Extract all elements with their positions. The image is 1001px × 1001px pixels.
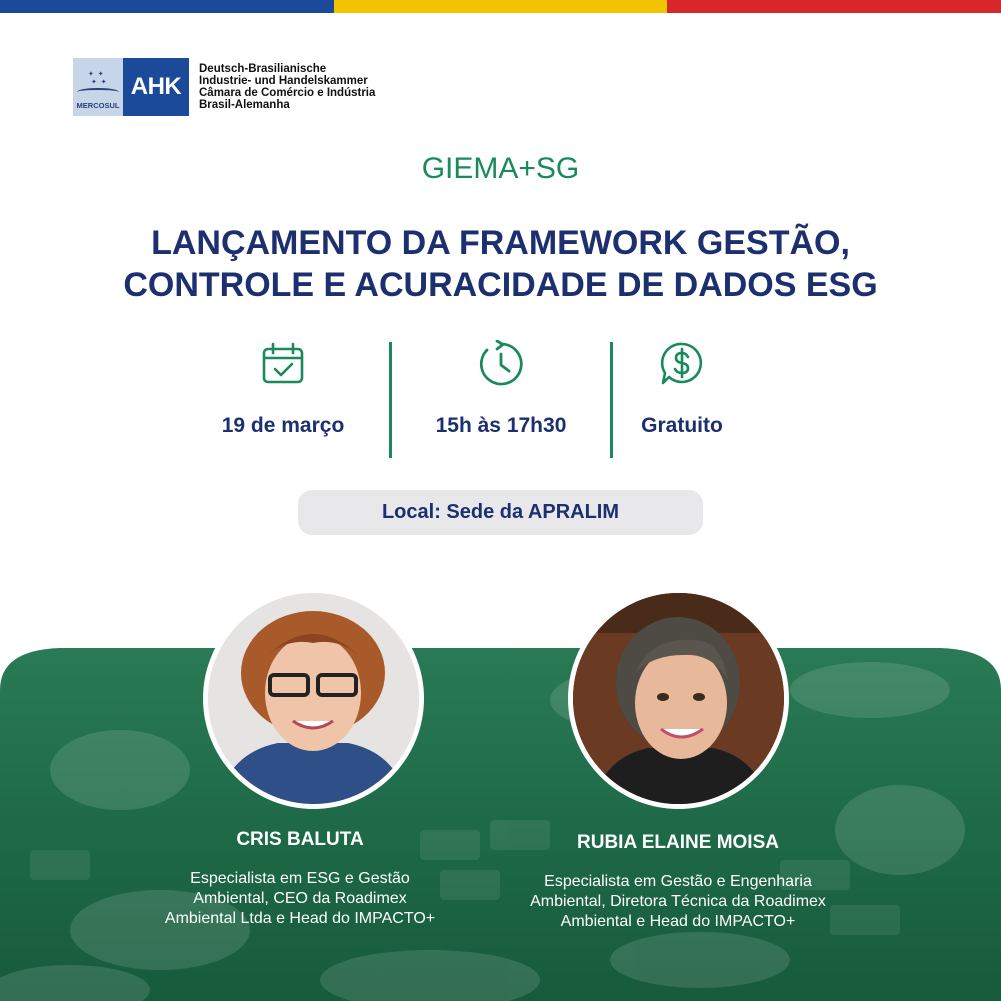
flag-red-segment <box>667 0 1001 13</box>
mercosul-panel <box>73 58 123 116</box>
mercosul-label: MERCOSUL <box>76 101 120 110</box>
speaker-cris-baluta <box>120 829 480 929</box>
flag-blue-segment <box>0 0 334 13</box>
chamber-name-line4: Brasil-Alemanha <box>199 99 290 111</box>
event-title-line1: LANÇAMENTO DA FRAMEWORK GESTÃO, <box>151 224 850 262</box>
event-price: Gratuito <box>641 414 723 437</box>
ahk-logo <box>73 58 375 116</box>
clock-icon <box>477 340 525 388</box>
chamber-name-line2: Industrie- und Handelskammer <box>199 75 368 87</box>
portrait-illustration-1 <box>208 593 419 804</box>
program-name: GIEMA+SG <box>421 152 580 185</box>
speaker-description-line3: Ambiental Ltda e Head do IMPACTO+ <box>164 910 436 927</box>
speaker-description <box>498 872 858 932</box>
speaker-photo-rubia-elaine-moisa <box>568 588 789 809</box>
chamber-name-line3: Câmara de Comércio e Indústria <box>199 87 376 99</box>
speaker-photo-cris-baluta <box>203 588 424 809</box>
flag-yellow-segment <box>334 0 668 13</box>
date-info <box>183 340 383 438</box>
chamber-name-line1: Deutsch-Brasilianische <box>199 63 327 75</box>
ahk-brand: AHK <box>123 58 189 116</box>
speaker-description-line2: Ambiental, Diretora Técnica da Roadimex <box>530 893 826 910</box>
price-info <box>582 340 782 438</box>
chamber-name <box>199 63 375 111</box>
swoosh-shape <box>77 88 119 96</box>
speaker-description-line2: Ambiental, CEO da Roadimex <box>193 890 407 907</box>
event-time: 15h às 17h30 <box>435 414 567 437</box>
stars-icon: ✦ ✦ ✦ ✦ <box>88 71 108 86</box>
flag-color-bar <box>0 0 1001 13</box>
speaker-description-line3: Ambiental e Head do IMPACTO+ <box>560 913 796 930</box>
speaker-description-line1: Especialista em ESG e Gestão <box>190 870 410 887</box>
info-divider-1 <box>389 342 392 458</box>
speaker-name: RUBIA ELAINE MOISA <box>577 832 779 853</box>
event-date: 19 de março <box>221 414 345 437</box>
speaker-description <box>120 869 480 929</box>
ahk-logo-mark <box>73 58 189 116</box>
speaker-description-line1: Especialista em Gestão e Engenharia <box>544 873 812 890</box>
time-info <box>401 340 601 438</box>
location-badge: Local: Sede da APRALIM <box>298 490 703 535</box>
event-title <box>0 222 1001 306</box>
dollar-chat-icon <box>658 340 706 388</box>
event-title-line2: CONTROLE E ACURACIDADE DE DADOS ESG <box>123 266 878 304</box>
calendar-check-icon <box>259 340 307 388</box>
speaker-name: CRIS BALUTA <box>236 829 364 850</box>
speaker-rubia-elaine-moisa <box>498 832 858 932</box>
portrait-illustration-2 <box>573 593 784 804</box>
